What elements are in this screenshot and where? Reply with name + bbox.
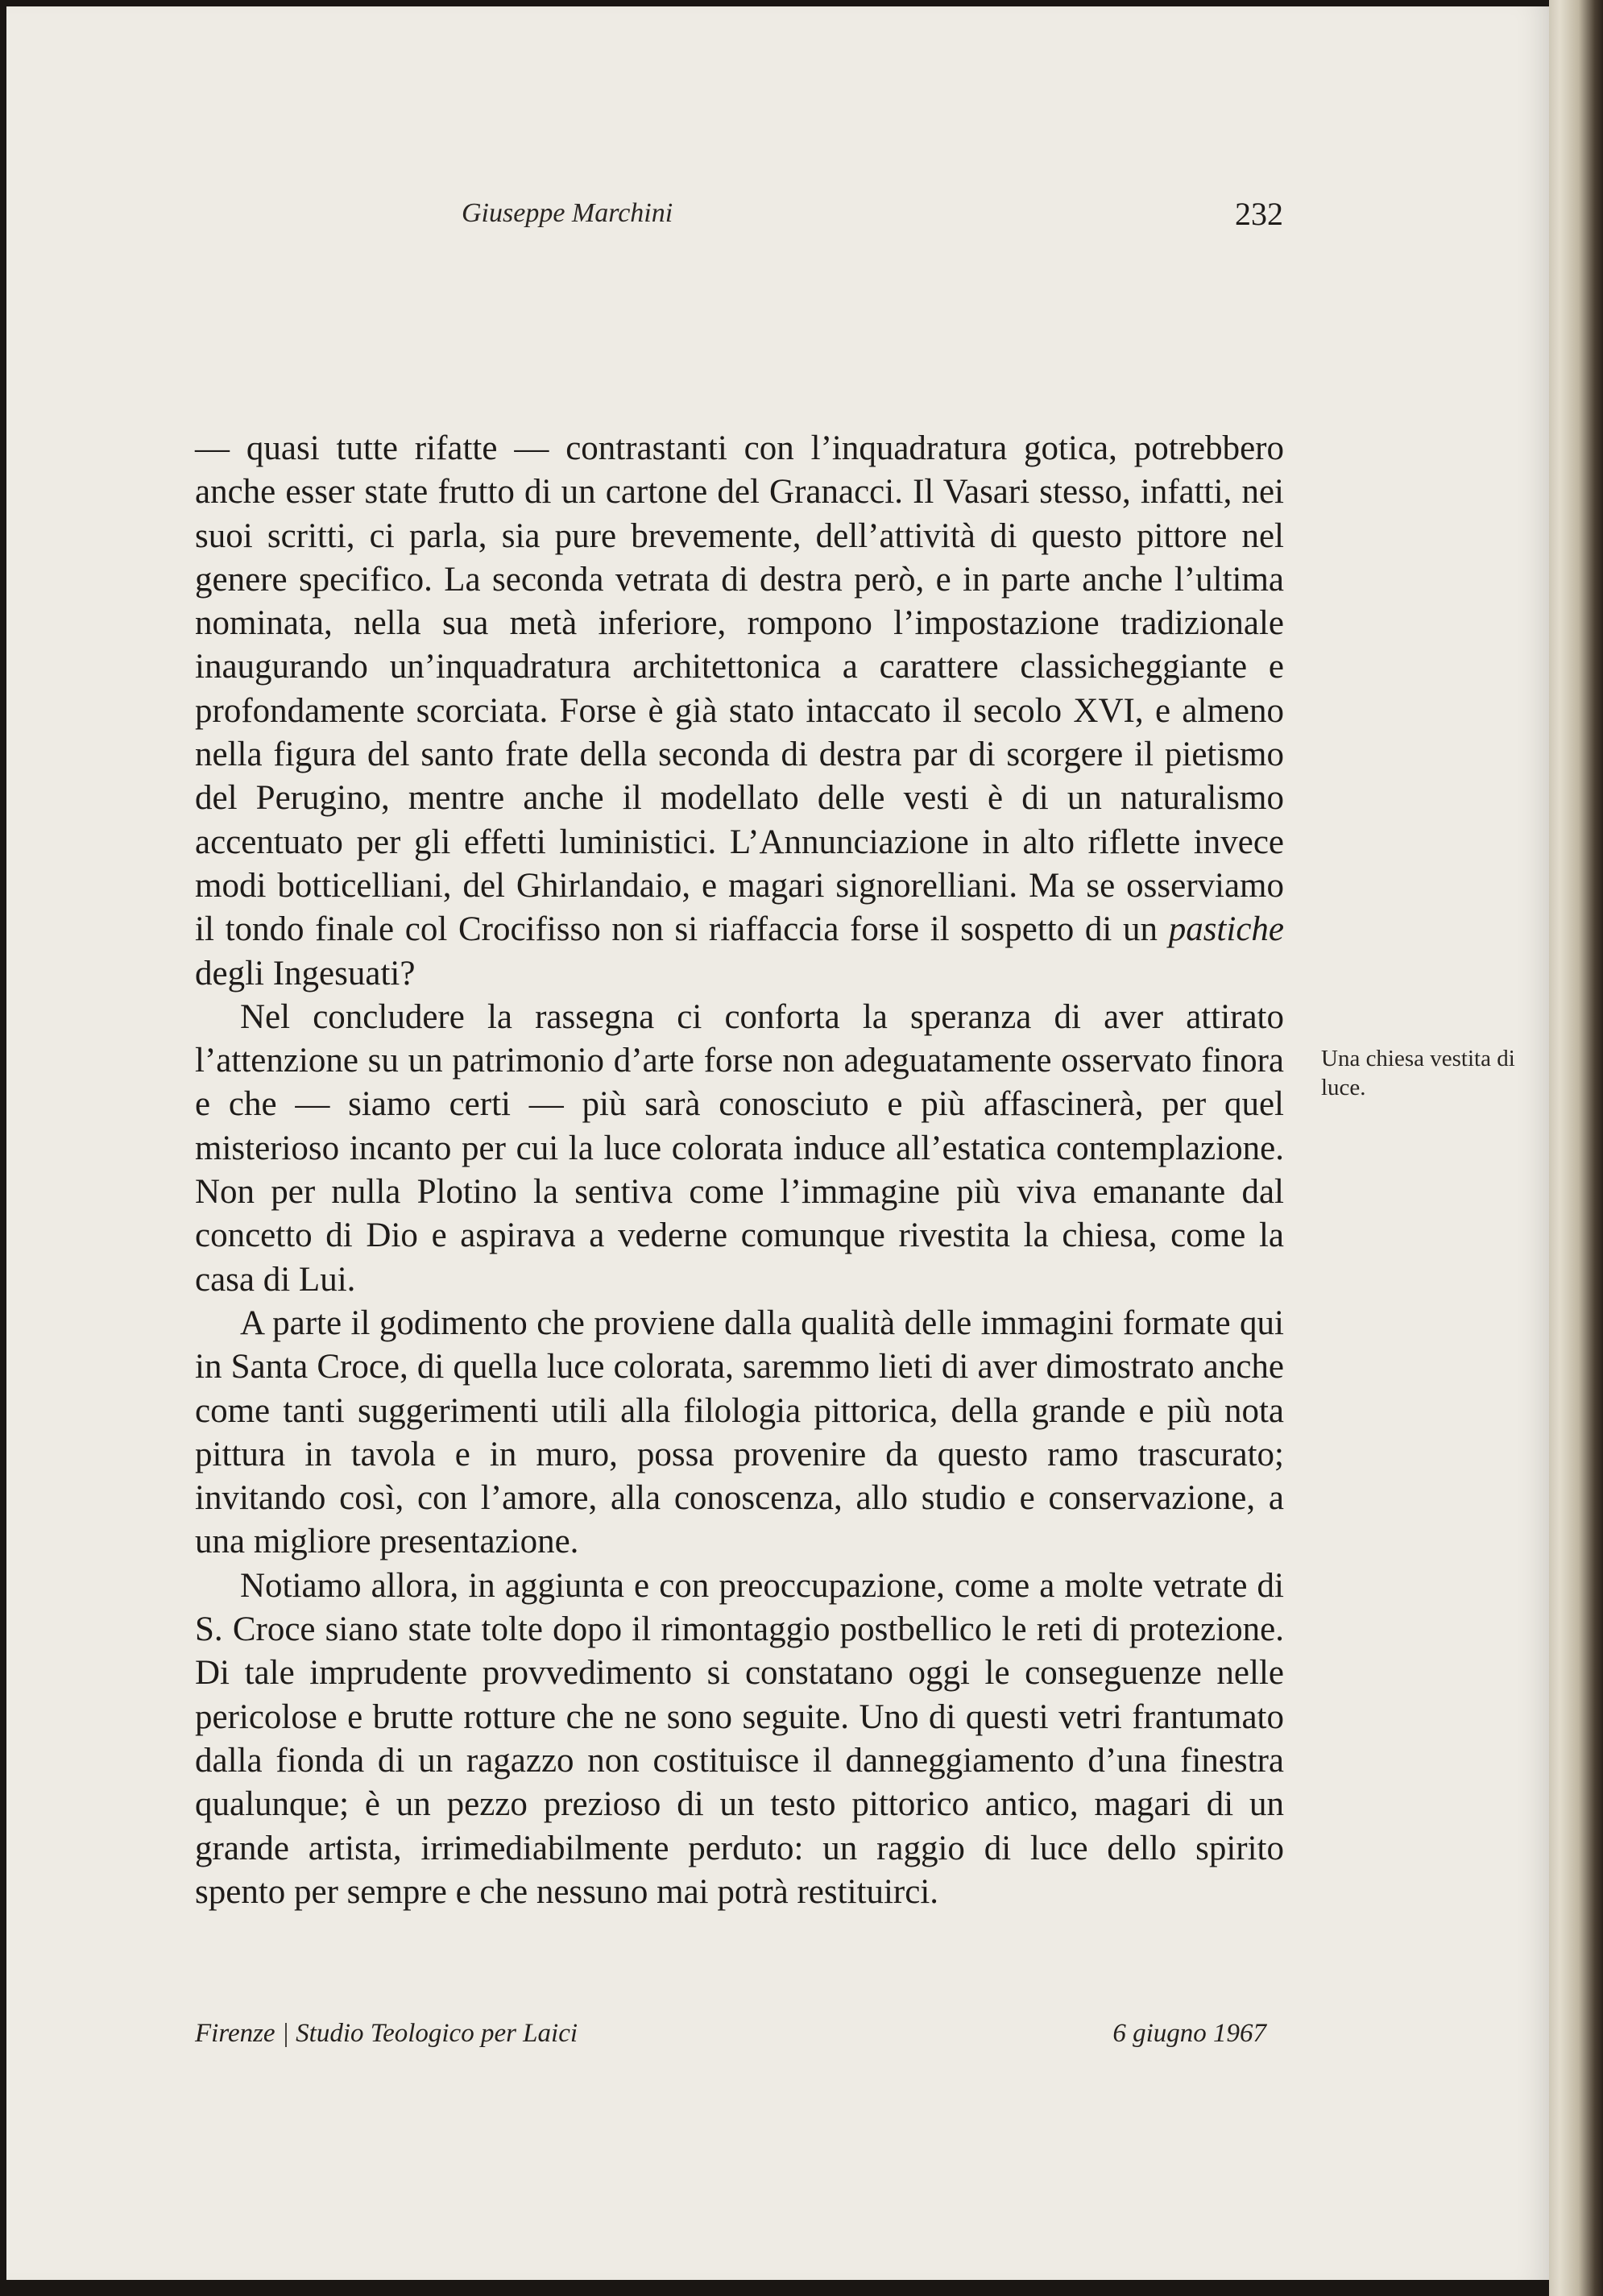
running-head-author: Giuseppe Marchini — [462, 198, 673, 228]
book-page-edge — [1549, 0, 1603, 2296]
paragraph-1-emphasis: pastiche — [1168, 910, 1284, 949]
paragraph-1 — [195, 427, 1284, 996]
footer-date: 6 giugno 1967 — [1112, 2019, 1266, 2048]
book-page — [6, 6, 1549, 2280]
paragraph-3: A parte il godimento che proviene dalla qualità delle immagini formate qui in Santa Croce, di quella luce colorata, saremmo lieti di aver dimostrato anche come tanti suggerimenti utili alla filologia pittorica, della grande e più nota pittura in tavola e in muro, possa provenire da questo ramo trascurato; invitando così, con l’amore, alla conoscenza, allo studio e conservazione, a una migliore presentazione. — [195, 1303, 1284, 1561]
main-text — [195, 427, 1284, 1914]
paragraph-4: Notiamo allora, in aggiunta e con preoccupazione, come a molte vetrate di S. Croce siano state tolte dopo il rimontaggio postbellico le reti di protezione. Di tale imprudente provvedimento si constatano oggi le conseguenze nelle pericolose e brutte rotture che ne sono seguite. Uno di questi vetri frantumato dalla fionda di un ragazzo non costituisce il danneggiamento d’una finestra qualunque; è un pezzo prezioso di un testo pittorico antico, magari di un grande artista, irrimediabilmente perduto: un raggio di luce dello spirito spento per sempre e che nessuno mai potrà restituirci. — [195, 1566, 1284, 1911]
paragraph-1-text-before: — quasi tutte rifatte — contrastanti con l’inquadratura gotica, potrebbero anche esser state frutto di un cartone del Granacci. Il Vasari stesso, infatti, nei suoi scritti, ci parla, sia pure brevemente, dell’attività di questo pittore nel genere specifico. La seconda vetrata di destra però, e in parte anche l’ultima nominata, nella sua metà inferiore, rompono l’impostazione tradizionale inaugurando un’inquadratura architettonica a carattere classicheggiante e profondamente scorciata. Forse è già stato intaccato il secolo XVI, e almeno nella figura del santo frate della seconda di destra par di scorgere il pietismo del Perugino, mentre anche il modellato delle vesti è di un naturalismo accentuato per gli effetti luministici. L’Annunciazione in alto riflette invece modi botticelliani, del Ghirlandaio, e magari signorelliani. Ma se osserviamo il tondo finale col Crocifisso non si riaffaccia forse il sospetto di un — [195, 429, 1284, 949]
paragraph-2: Nel concludere la rassegna ci conforta la speranza di aver attirato l’attenzione su un patrimonio d’arte forse non adeguatamente osservato finora e che — siamo certi — più sarà conosciuto e più affascinerà, per quel misterioso incanto per cui la luce colorata induce all’estatica contemplazione. Non per nulla Plotino la sentiva come l’immagine più viva emanante dal concetto di Dio e aspirava a vederne comunque rivestita la chiesa, come la casa di Lui. — [195, 997, 1284, 1299]
page-number: 232 — [1235, 196, 1283, 232]
running-header — [462, 198, 1283, 247]
footer-place: Firenze | Studio Teologico per Laici — [195, 2019, 578, 2048]
margin-note: Una chiesa vestita di luce. — [1321, 1046, 1515, 1100]
paragraph-1-text-after: degli Ingesuati? — [195, 954, 416, 993]
